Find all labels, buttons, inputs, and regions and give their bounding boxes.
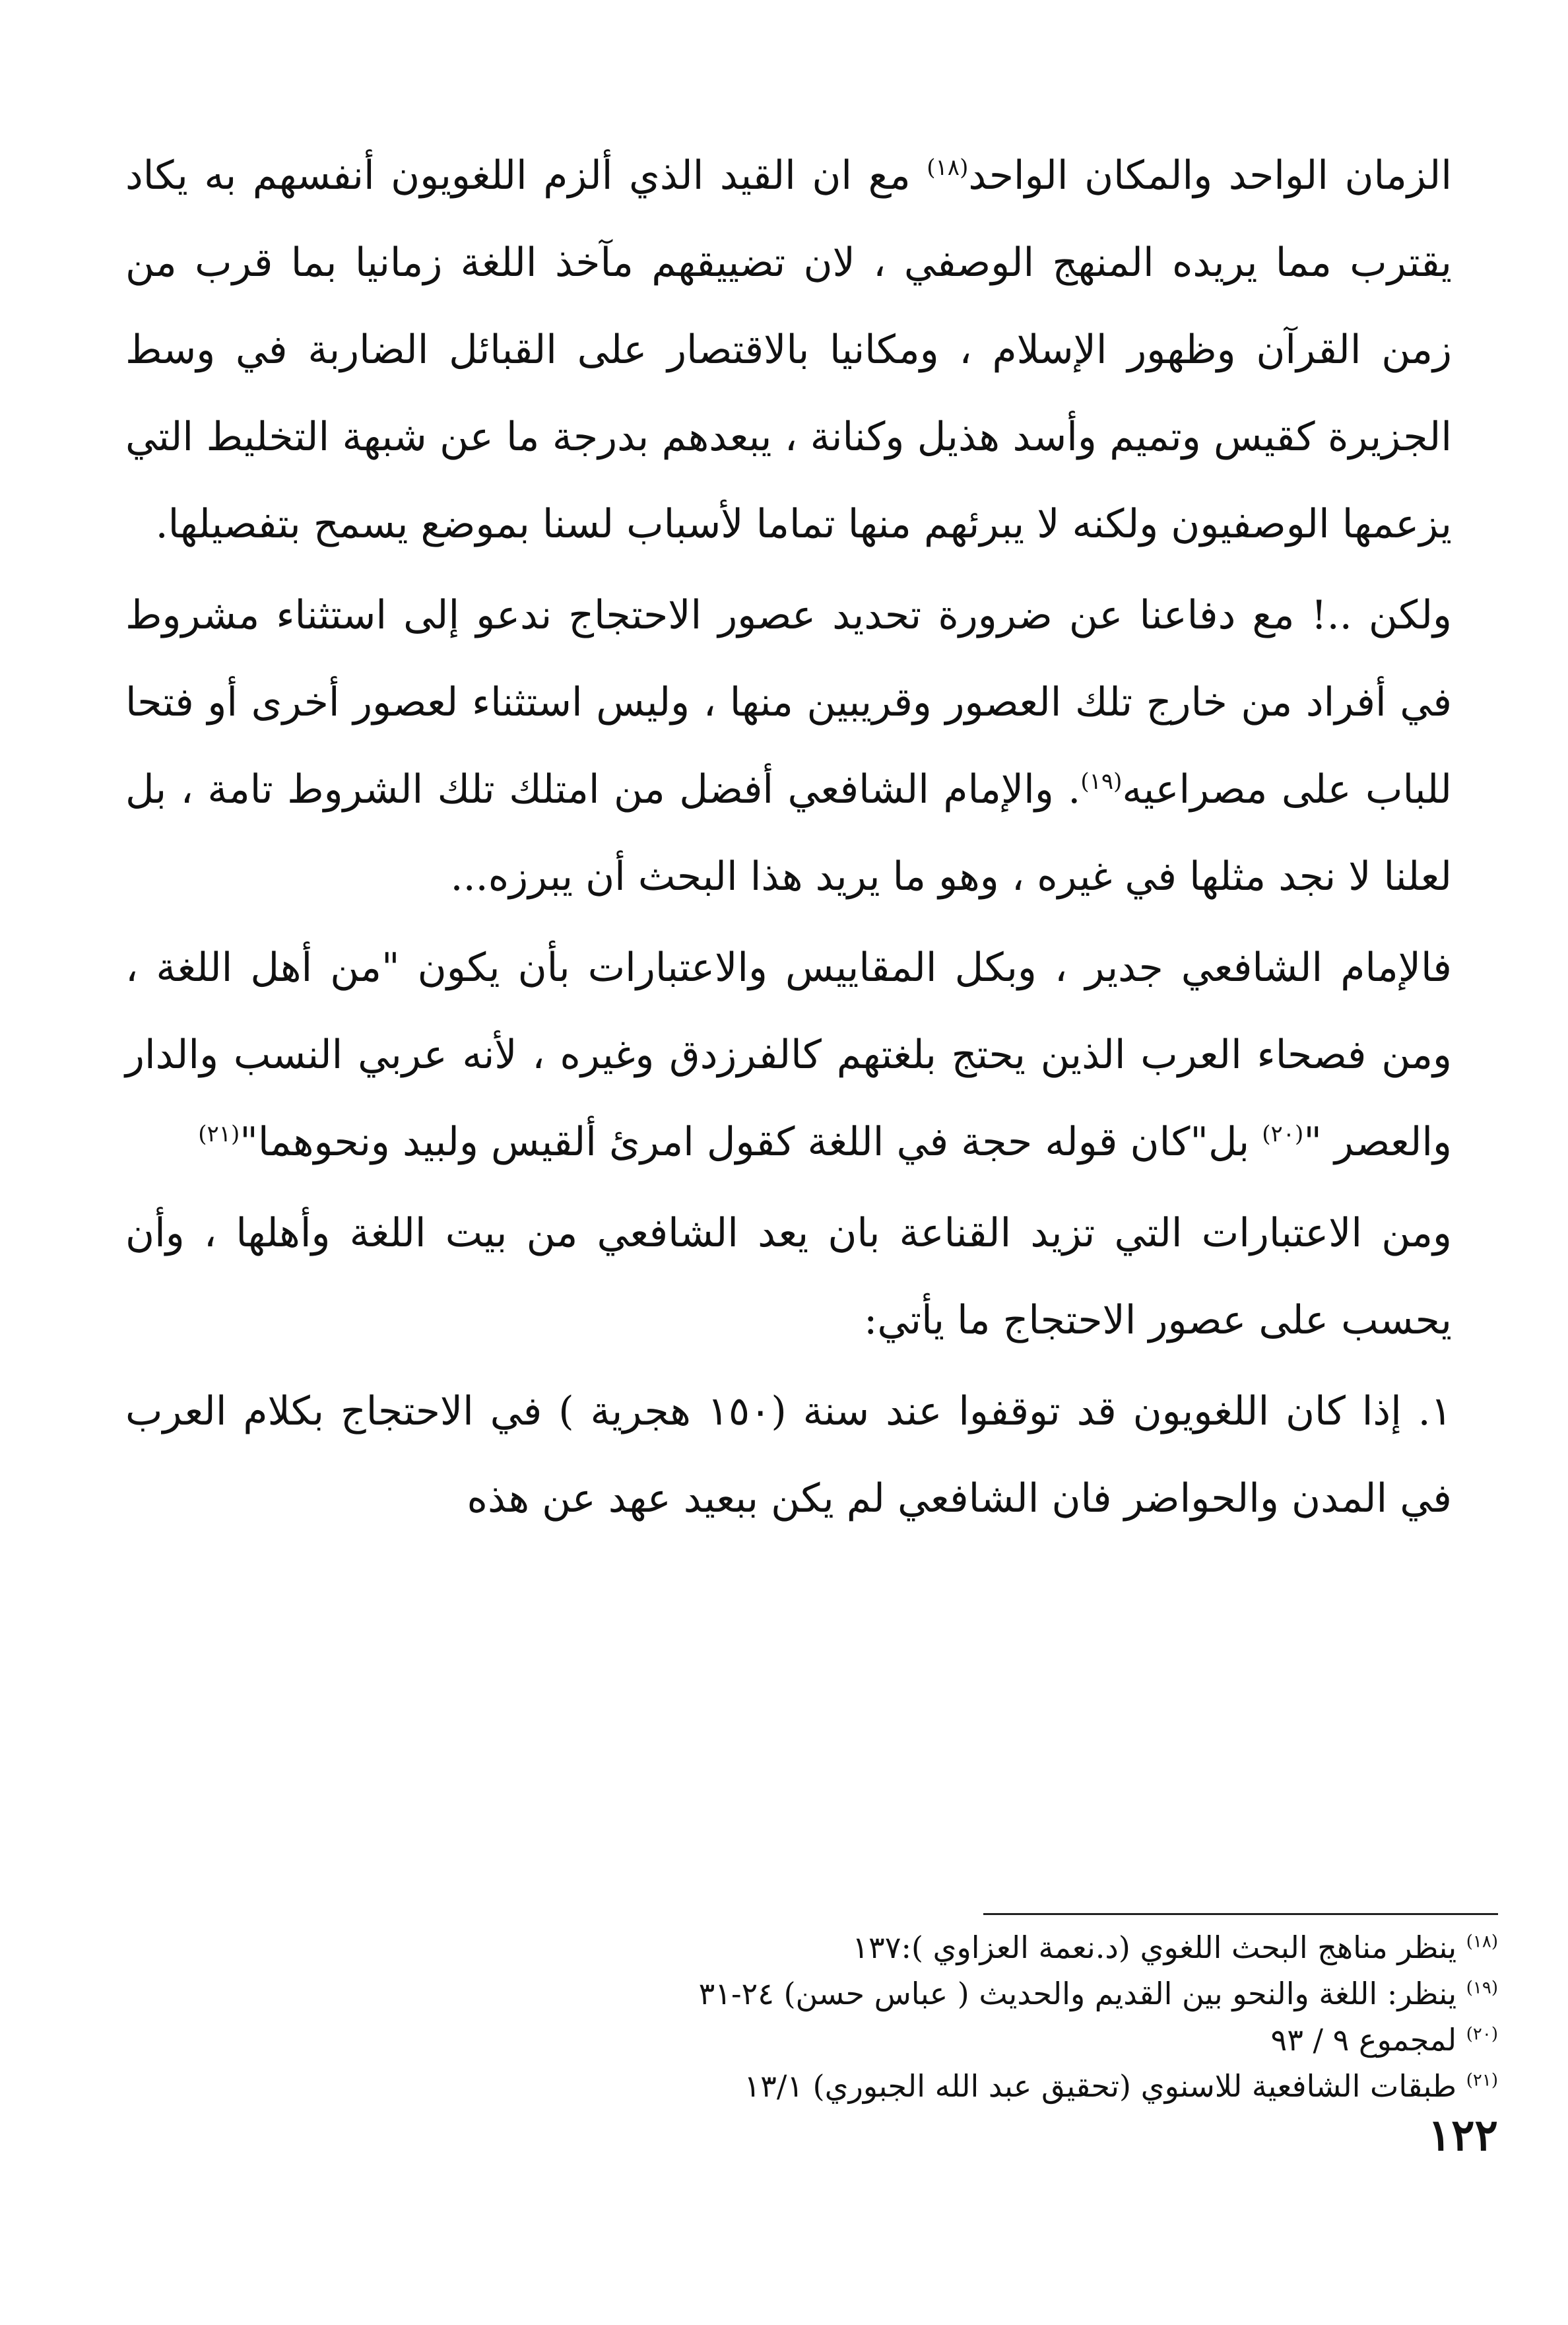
- footnote-19: [396, 1971, 1498, 2017]
- footnote-text-18: ينظر مناهج البحث اللغوي (د.نعمة العزاوي ):١٣٧: [852, 1930, 1466, 1965]
- paragraph-4: [125, 1190, 1452, 1364]
- paragraph-3-text-b: بل"كان قوله حجة في اللغة كقول امرئ ألقيس ولبيد ونحوهما": [240, 1119, 1262, 1165]
- paragraph-3: [125, 924, 1452, 1186]
- footnote-text-19: ينظر: اللغة والنحو بين القديم والحديث ( عباس حسن) ٢٤-٣١: [698, 1976, 1466, 2011]
- paragraph-2-text-a: ولكن ..! مع دفاعنا عن ضرورة تحديد عصور الاحتجاج ندعو إلى استثناء مشروط في أفراد من خارج تلك العصور وقريبين منها ، وليس استثناء لعصور أخرى أو فتحا للباب على مصراعيه: [125, 592, 1452, 813]
- paragraph-5-text: ١. إذا كان اللغويون قد توقفوا عند سنة (١٥٠ هجرية ) في الاحتجاج بكلام العرب في المدن والحواضر فان الشافعي لم يكن ببعيد عهد عن هذه: [125, 1388, 1452, 1522]
- footnote-ref-18[interactable]: (١٨): [927, 154, 969, 181]
- body-text: [125, 132, 1452, 1542]
- footnote-ref-20[interactable]: (٢٠): [1262, 1121, 1304, 1147]
- paragraph-2-text-b: . والإمام الشافعي أفضل من امتلك تلك الشروط تامة ، بل لعلنا لا نجد مثلها في غيره ، وهو ما يريد هذا البحث أن يبرزه...: [125, 766, 1452, 900]
- paragraph-4-text: ومن الاعتبارات التي تزيد القناعة بان يعد الشافعي من بيت اللغة وأهلها ، وأن يحسب على عصور الاحتجاج ما يأتي:: [125, 1210, 1452, 1343]
- footnote-text-20: لمجموع ٩ / ٩٣: [1270, 2022, 1466, 2058]
- paragraph-3-text-a: فالإمام الشافعي جدير ، وبكل المقاييس والاعتبارات بأن يكون "من أهل اللغة ، ومن فصحاء العرب الذين يحتج بلغتهم كالفرزدق وغيره ، لأنه عربي النسب والدار والعصر ": [125, 945, 1452, 1165]
- paragraph-5: [125, 1368, 1452, 1542]
- paragraph-1-text-b: مع ان القيد الذي ألزم اللغويون أنفسهم به يكاد يقترب مما يريده المنهج الوصفي ، لان تضييقهم مآخذ اللغة زمانيا بما قرب من زمن القرآن وظهور الإسلام ، ومكانيا بالاقتصار على القبائل الضاربة في وسط الجزيرة كقيس وتميم وأسد هذيل وكنانة ، يبعدهم بدرجة ما عن شبهة التخليط التي يزعمها الوصفيون ولكنه لا يبرئهم منها تماما لأسباب لسنا بموضع يسمح بتفصيلها.: [125, 152, 1452, 547]
- footnote-divider: [983, 1913, 1498, 1915]
- footnote-number-19: (١٩): [1466, 1978, 1498, 1998]
- footnote-21: [396, 2063, 1498, 2109]
- footnote-number-21: (٢١): [1466, 2070, 1498, 2091]
- footnotes: [396, 1924, 1498, 2109]
- footnote-18: [396, 1924, 1498, 1971]
- footnote-number-20: (٢٠): [1466, 2024, 1498, 2044]
- paragraph-2: [125, 572, 1452, 920]
- page-number: ١٢٢: [1427, 2109, 1498, 2161]
- footnote-number-18: (١٨): [1466, 1932, 1498, 1952]
- footnote-text-21: طبقات الشافعية للاسنوي (تحقيق عبد الله الجبوري) ١٣/١: [744, 2068, 1466, 2104]
- footnote-ref-19[interactable]: (١٩): [1080, 768, 1123, 795]
- footnote-ref-21[interactable]: (٢١): [198, 1121, 240, 1147]
- footnote-20: [396, 2017, 1498, 2063]
- paragraph-1-text-a: الزمان الواحد والمكان الواحد: [968, 152, 1452, 199]
- paragraph-1: [125, 132, 1452, 568]
